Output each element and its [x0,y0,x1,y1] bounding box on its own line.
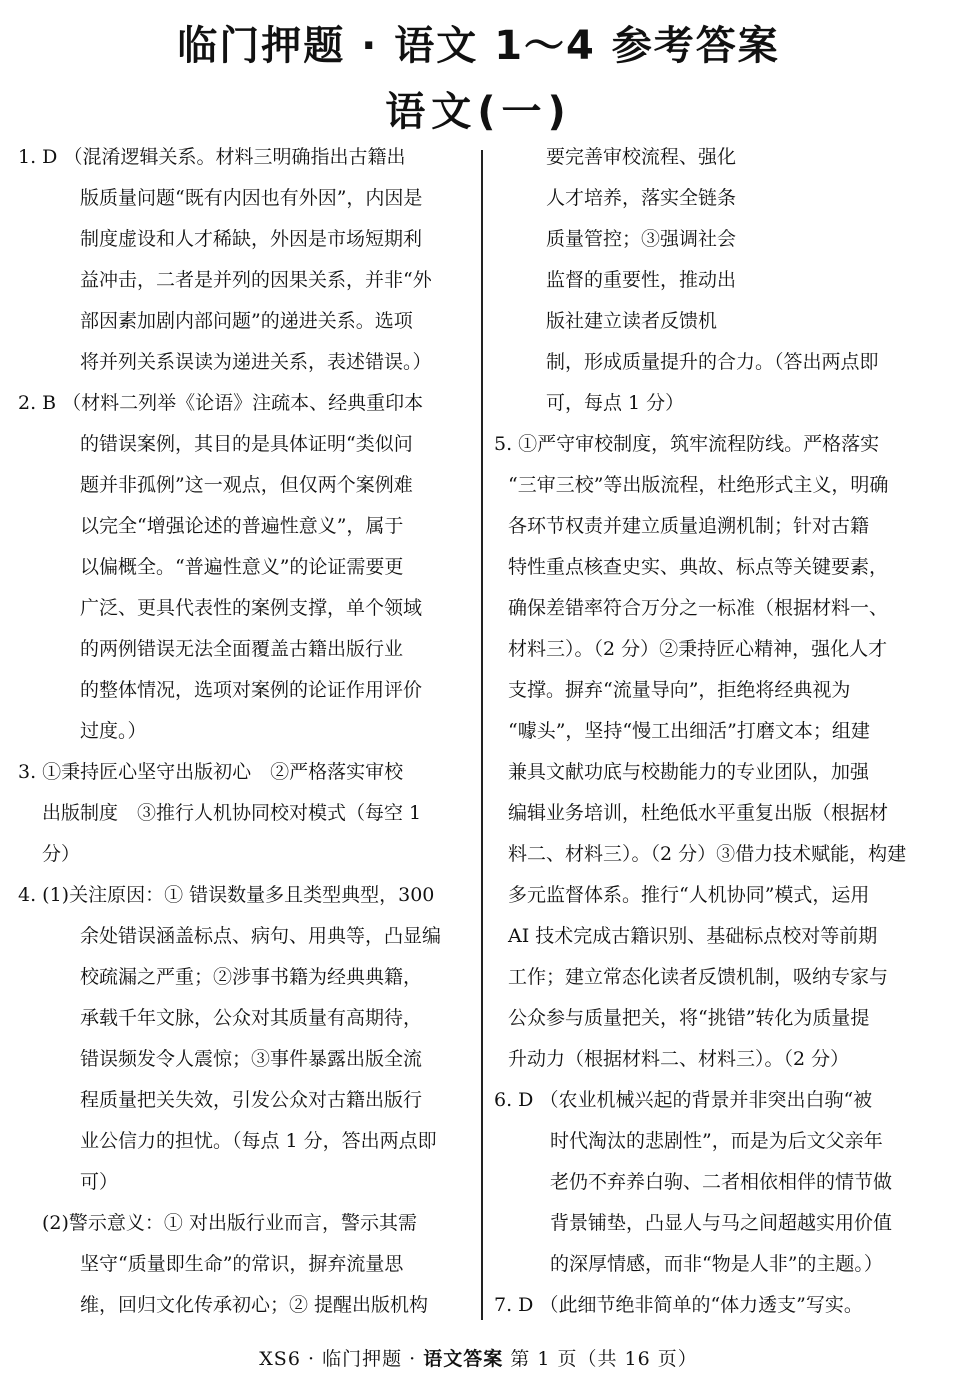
answer-line: 可，每点 1 分） [546,392,685,414]
answer-line: 程质量把关失效，引发公众对古籍出版行 [80,1089,423,1111]
answer-line: 益冲击，二者是并列的因果关系，并非“外 [80,269,432,291]
footer-code: XS6 [259,1348,301,1370]
answer-line: (2)警示意义：① 对出版行业而言，警示其需 [42,1212,417,1234]
answer-line: AI 技术完成古籍识别、基础标点校对等前期 [508,925,878,947]
answer-line: 6. D （农业机械兴起的背景并非突出白驹“被 [494,1089,873,1111]
answer-line: 校疏漏之严重；②涉事书籍为经典典籍， [80,966,423,988]
answer-line: 升动力（根据材料二、材料三）。（2 分） [508,1048,850,1070]
answer-line: 出版制度 ③推行人机协同校对模式（每空 1 [42,802,422,824]
answer-line: 质量管控；③强调社会 [546,228,737,250]
answer-line: 3. ①秉持匠心坚守出版初心 ②严格落实审校 [18,761,404,783]
footer-page-number: 第 1 页（共 16 页） [510,1348,698,1370]
answer-line: 背景铺垫，凸显人与马之间超越实用价值 [550,1212,893,1234]
answer-line: 公众参与质量把关，将“挑错”转化为质量提 [508,1007,870,1029]
footer-separator: · [307,1348,316,1370]
column-divider [481,150,483,1320]
answer-line: 2. B （材料二列举《论语》注疏本、经典重印本 [18,392,424,414]
answer-line: 时代淘汰的悲剧性”，而是为后文父亲年 [550,1130,883,1152]
answer-line: 特性重点核查史实、典故、标点等关键要素， [508,556,889,578]
answer-line: 制度虚设和人才稀缺，外因是市场短期利 [80,228,423,250]
answer-line: 的错误案例，其目的是具体证明“类似问 [80,433,413,455]
footer-series: 临门押题 [322,1348,403,1370]
answer-line: 错误频发令人震惊；③事件暴露出版全流 [80,1048,423,1070]
answer-line: 制，形成质量提升的合力。（答出两点即 [546,351,879,373]
answer-line: 5. ①严守审校制度，筑牢流程防线。严格落实 [494,433,880,455]
answer-line: 将并列关系误读为递进关系，表述错误。） [80,351,432,373]
answer-line: 支撑。摒弃“流量导向”，拒绝将经典视为 [508,679,851,701]
answer-line: 各环节权责并建立质量追溯机制；针对古籍 [508,515,870,537]
answer-line: 7. D （此细节绝非简单的“体力透支”写实。 [494,1294,863,1316]
answer-line: 1. D （混淆逻辑关系。材料三明确指出古籍出 [18,146,406,168]
answer-line: 多元监督体系。推行“人机协同”模式，运用 [508,884,870,906]
answer-line: 的深厚情感，而非“物是人非”的主题。） [550,1253,883,1275]
answer-line: 业公信力的担忧。（每点 1 分，答出两点即 [80,1130,437,1152]
answer-line: 要完善审校流程、强化 [546,146,737,168]
answer-line: 以偏概全。“普遍性意义”的论证需要更 [80,556,404,578]
answer-line: 工作；建立常态化读者反馈机制，吸纳专家与 [508,966,889,988]
answer-line: “三审三校”等出版流程，杜绝形式主义，明确 [508,474,889,496]
answer-line: 4. (1)关注原因：① 错误数量多且类型典型，300 [18,884,435,906]
answer-line: 坚守“质量即生命”的常识，摒弃流量思 [80,1253,404,1275]
answer-line: 的整体情况，选项对案例的论证作用评价 [80,679,423,701]
answer-line: 以完全“增强论述的普遍性意义”，属于 [80,515,404,537]
answer-line: 部因素加剧内部问题”的递进关系。选项 [80,310,413,332]
answer-line: 编辑业务培训，杜绝低水平重复出版（根据材 [508,802,889,824]
answer-line: 余处错误涵盖标点、病句、用典等，凸显编 [80,925,442,947]
answer-line: 分） [42,843,81,865]
answer-line: 的两例错误无法全面覆盖古籍出版行业 [80,638,404,660]
answer-line: 版社建立读者反馈机 [546,310,718,332]
footer-subject: 语文答案 [423,1348,504,1370]
answer-line: 维，回归文化传承初心；② 提醒出版机构 [80,1294,429,1316]
answer-line: 广泛、更具代表性的案例支撑，单个领域 [80,597,423,619]
answer-line: 人才培养，落实全链条 [546,187,737,209]
page-subtitle: 语文(一) [385,89,572,135]
answer-line: 材料三）。（2 分）②秉持匠心精神，强化人才 [508,638,888,660]
answer-line: “噱头”，坚持“慢工出细活”打磨文本；组建 [508,720,870,742]
page-title: 临门押题 · 语文 1～4 参考答案 [177,23,780,69]
footer-separator: · [409,1348,417,1370]
answer-line: 过度。） [80,720,147,742]
answer-line: 承载千年文脉，公众对其质量有高期待， [80,1007,423,1029]
answer-line: 可） [80,1171,119,1193]
answer-line: 监督的重要性，推动出 [546,269,737,291]
answer-line: 老仍不弃养白驹、二者相依相伴的情节做 [550,1171,893,1193]
answer-line: 兼具文献功底与校勘能力的专业团队，加强 [508,761,870,783]
answer-line: 确保差错率符合万分之一标准（根据材料一、 [508,597,889,619]
answer-line: 版质量问题“既有内因也有外因”，内因是 [80,187,423,209]
answer-line: 料二、材料三）。（2 分）③借力技术赋能，构建 [508,843,907,865]
answer-line: 题并非孤例”这一观点，但仅两个案例难 [80,474,413,496]
page-footer [0,1344,957,1371]
